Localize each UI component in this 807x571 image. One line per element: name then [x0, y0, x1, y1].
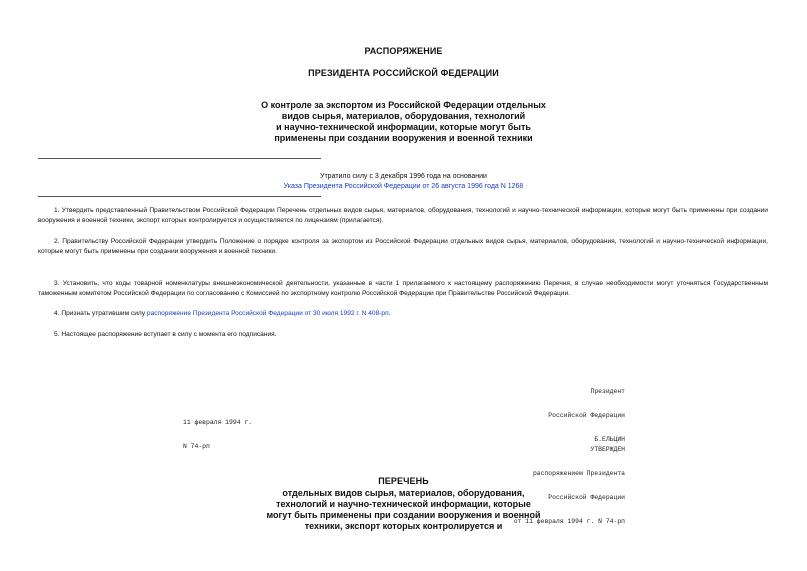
date-line: N 74-рп — [183, 443, 210, 450]
paragraph-text: 5. Настоящее распоряжение вступает в силу с момента его подписания. — [54, 331, 277, 338]
paragraph-4 — [38, 309, 768, 319]
document-type-title: РАСПОРЯЖЕНИЕ — [364, 46, 443, 56]
date-block — [183, 403, 252, 467]
issuer-title: ПРЕЗИДЕНТА РОССИЙСКОЙ ФЕДЕРАЦИИ — [308, 68, 499, 78]
date-line: 11 февраля 1994 г. — [183, 419, 253, 426]
status-note: Утратило силу с 3 декабря 1996 года на основании — [320, 173, 487, 180]
paragraph-1 — [38, 206, 768, 226]
paragraph-text: 4. Признать утратившим силу — [54, 310, 147, 317]
approval-line: Российской Федерации — [548, 494, 625, 501]
paragraph-text: . — [388, 310, 391, 317]
subject-line: применены при создании вооружения и военной техники — [274, 133, 533, 143]
signature-line: Президент — [590, 388, 625, 395]
subject-line: видов сырья, материалов, оборудования, технологий — [281, 111, 526, 121]
document-subject — [0, 100, 807, 144]
paragraph-2 — [38, 237, 768, 257]
list-subtitle-line: техники, экспорт которых контролируется и — [304, 521, 503, 531]
list-title: ПЕРЕЧЕНЬ — [378, 476, 429, 486]
list-subtitle-line: технологий и научно-технической информации, которые — [276, 499, 531, 509]
paragraph-3 — [38, 279, 768, 299]
paragraph-text: 3. Установить, что коды товарной номенклатуры внешнеэкономической деятельности, указанные в части 1 прилагаемого к настоящему распоряжению Перечня, в случае необходимости могут уточняться Государственным таможенным комитетом Российской Федерации по согласованию с Комиссией по экспортному контролю Российской Федерации при Правительстве Российской Федерации. — [38, 280, 768, 297]
list-subtitle-line: могут быть применены при создании вооружения и военной — [266, 510, 541, 520]
list-subtitle-line: отдельных видов сырья, материалов, оборудования, — [282, 488, 525, 498]
subject-line: О контроле за экспортом из Российской Федерации отдельных — [261, 100, 546, 110]
approval-line: распоряжением Президента — [532, 470, 625, 477]
signature-line: Б.ЕЛЬЦИН — [594, 436, 625, 443]
paragraph-text: 2. Правительству Российской Федерации утвердить Положение о порядке контроля за экспортом из Российской Федерации отдельных видов сырья, материалов, оборудования, технологий и научно-технической информации, которые могут быть применены при создании вооружения и военной техники. — [38, 238, 768, 255]
status-link[interactable]: Указа Президента Российской Федерации от 26 августа 1996 года N 1268 — [283, 183, 524, 190]
approval-line: УТВЕРЖДЕН — [590, 446, 625, 453]
subject-line: и научно-технической информации, которые могут быть — [276, 122, 531, 132]
divider-bottom — [38, 196, 321, 197]
divider-top — [38, 158, 321, 159]
paragraph-text: 1. Утвердить представленный Правительством Российской Федерации Перечень отдельных видов сырья, материалов, оборудования, технологий и научно-технической информации, которые могут быть применены при создании вооружения и военной техники, экспорт которых контролируется и осуществляется по лицензиям (прилагается). — [38, 207, 768, 224]
signature-line: Российской Федерации — [548, 412, 625, 419]
paragraph-5 — [38, 330, 768, 340]
repealed-order-link[interactable]: распоряжение Президента Российской Федерации от 30 июля 1992 г. N 408-рп — [146, 310, 389, 317]
approval-line: от 11 февраля 1994 г. N 74-рп — [513, 518, 625, 525]
list-subtitle — [0, 488, 807, 532]
